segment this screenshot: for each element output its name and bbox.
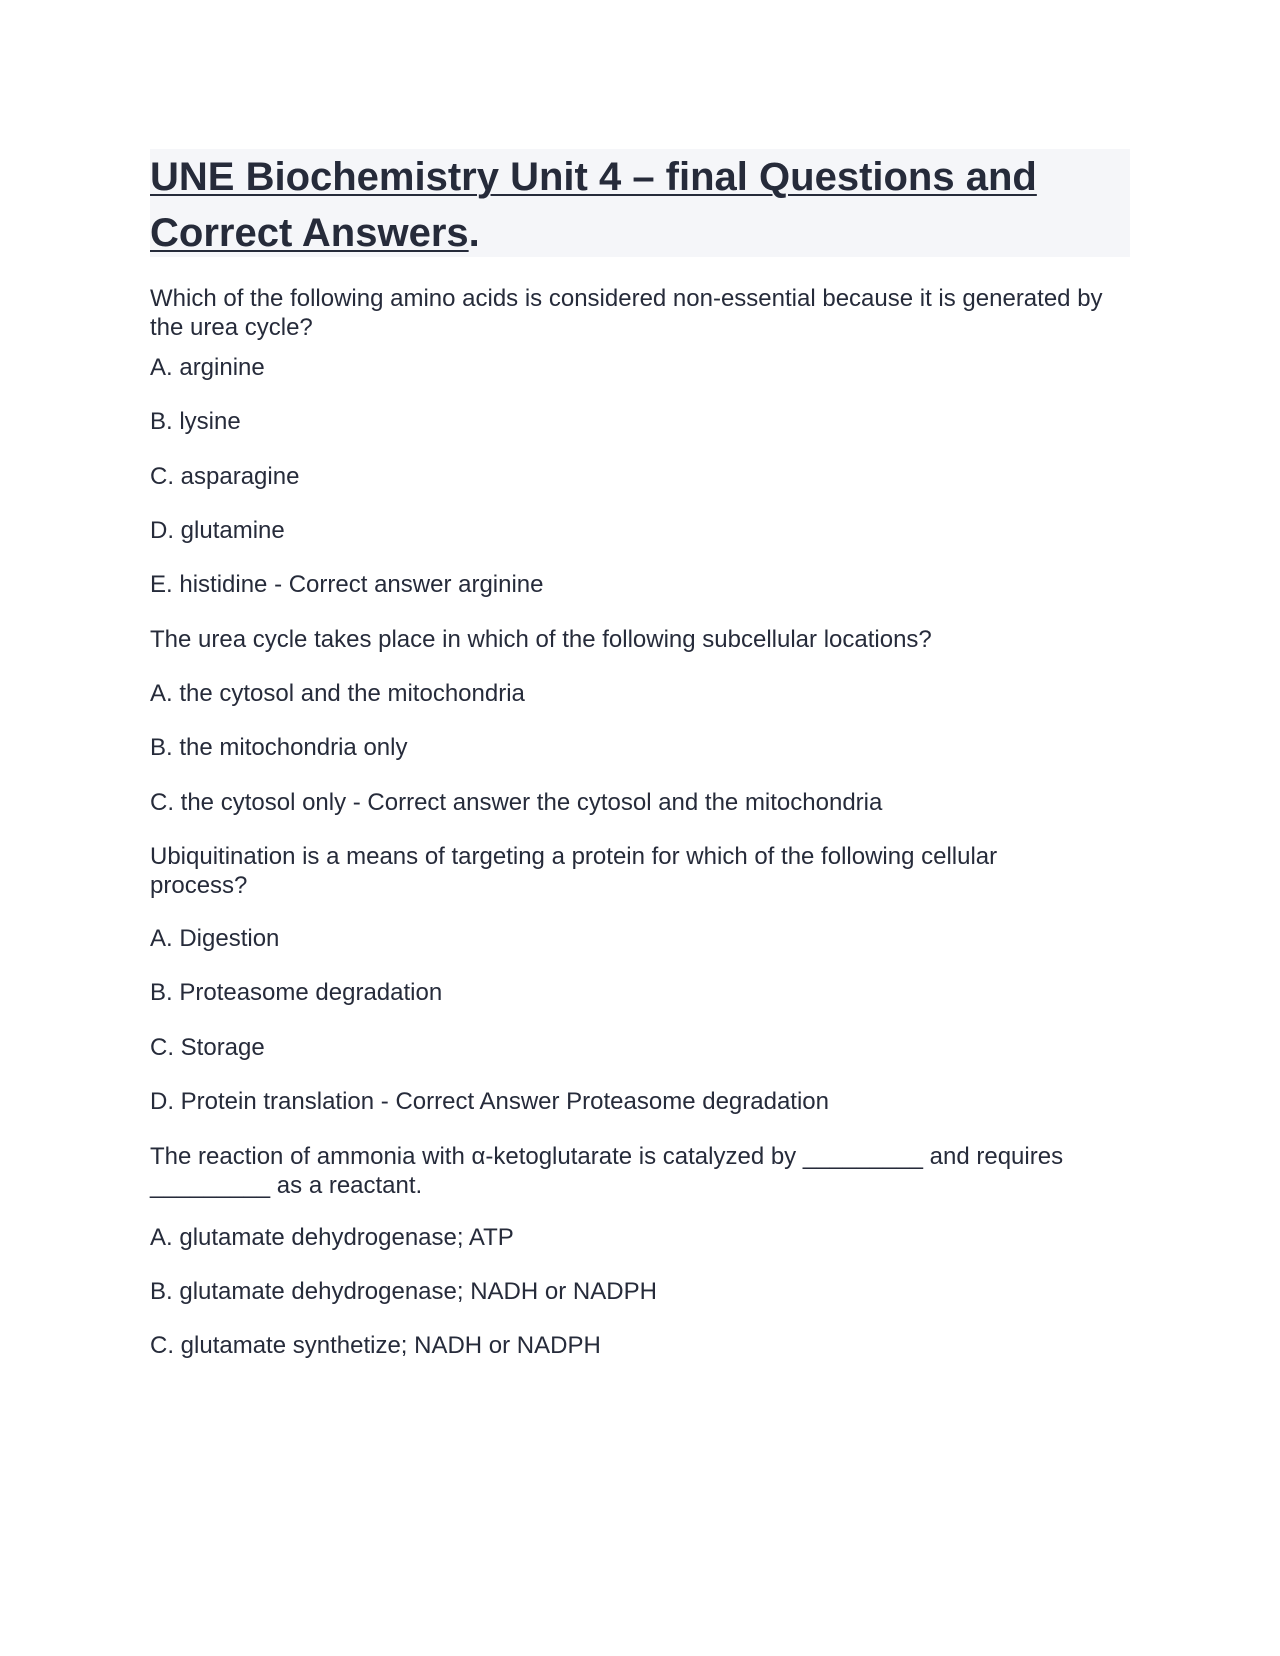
question-2-text: The urea cycle takes place in which of the following subcellular locations? bbox=[150, 626, 932, 653]
document-page bbox=[150, 149, 1130, 257]
question-4-option-a: A. glutamate dehydrogenase; ATP bbox=[150, 1224, 514, 1251]
question-3-option-d: D. Protein translation - Correct Answer Proteasome degradation bbox=[150, 1088, 829, 1115]
document-title-period: . bbox=[468, 211, 480, 255]
question-1-text: Which of the following amino acids is considered non-essential because it is generated by the urea cycle? bbox=[150, 285, 1103, 341]
question-1-option-c: C. asparagine bbox=[150, 463, 300, 490]
question-4-text: The reaction of ammonia with α-ketoglutarate is catalyzed by _________ and requires _________ as a reactant. bbox=[150, 1143, 1064, 1199]
document-title-text: UNE Biochemistry Unit 4 – final Questions and Correct Answers bbox=[150, 155, 1037, 255]
question-3-option-a: A. Digestion bbox=[150, 925, 280, 952]
question-1-option-b: B. lysine bbox=[150, 408, 241, 435]
question-3-text: Ubiquitination is a means of targeting a protein for which of the following cellular process? bbox=[150, 843, 998, 899]
question-3-option-c: C. Storage bbox=[150, 1034, 265, 1061]
question-3-option-b: B. Proteasome degradation bbox=[150, 979, 443, 1006]
question-4-option-c: C. glutamate synthetize; NADH or NADPH bbox=[150, 1332, 601, 1359]
question-1-option-e: E. histidine - Correct answer arginine bbox=[150, 571, 544, 598]
document-title bbox=[150, 149, 1130, 261]
question-2-option-b: B. the mitochondria only bbox=[150, 734, 408, 761]
question-2-option-a: A. the cytosol and the mitochondria bbox=[150, 680, 525, 707]
question-4-option-b: B. glutamate dehydrogenase; NADH or NADPH bbox=[150, 1278, 657, 1305]
question-1-option-a: A. arginine bbox=[150, 354, 265, 381]
title-block bbox=[150, 149, 1130, 257]
question-1-option-d: D. glutamine bbox=[150, 517, 285, 544]
question-2-option-c: C. the cytosol only - Correct answer the cytosol and the mitochondria bbox=[150, 789, 883, 816]
